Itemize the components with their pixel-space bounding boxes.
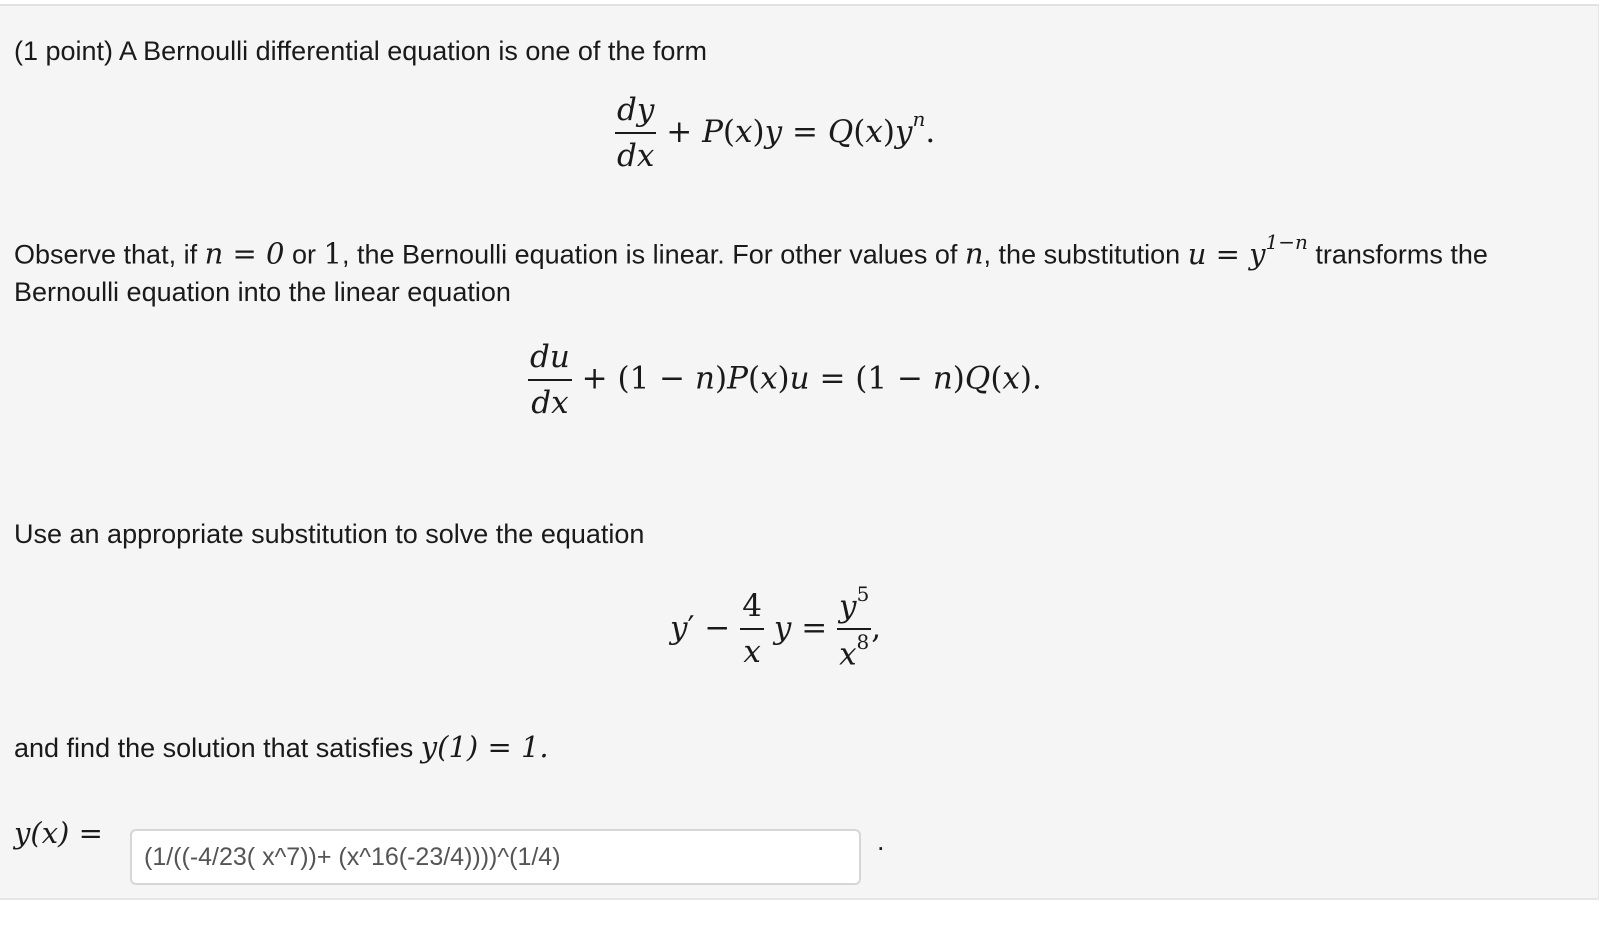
answer-input[interactable] xyxy=(130,829,861,885)
target-equation: y′ − $\frac{4}{x}$ y = $\frac{y^5}{x^8}$ , xyxy=(670,582,882,673)
linear-form-equation: $\frac{du}{dx}$ + (1 − n)P(x)u = (1 − n)Q(x). xyxy=(530,339,1042,421)
initial-condition: y(1) = 1. xyxy=(420,730,549,764)
bernoulli-form-equation: $\frac{dy}{dx}$ + $P(x)y = Q(x)y^n$. xyxy=(617,92,936,174)
intro-text: (1 point) A Bernoulli differential equation is one of the form xyxy=(14,36,707,66)
n-equals-zero: n = 0 xyxy=(204,236,285,271)
observe-text: Observe that, if n = 0 or 1, the Bernoulli equation is linear. For other values of n, the substitution $u = y^{1-n}$ transforms the xyxy=(14,230,1488,271)
answer-period: . xyxy=(877,826,885,856)
substitution-math: $u = y^{1-n}$ xyxy=(1187,230,1308,271)
observe-text-line2: Bernoulli equation into the linear equation xyxy=(14,277,511,307)
use-substitution-text: Use an appropriate substitution to solve the equation xyxy=(14,519,645,549)
answer-label: y(x) = xyxy=(14,816,103,850)
find-solution-text: and find the solution that satisfies y(1) = 1. xyxy=(14,730,549,764)
problem-panel xyxy=(0,4,1599,900)
